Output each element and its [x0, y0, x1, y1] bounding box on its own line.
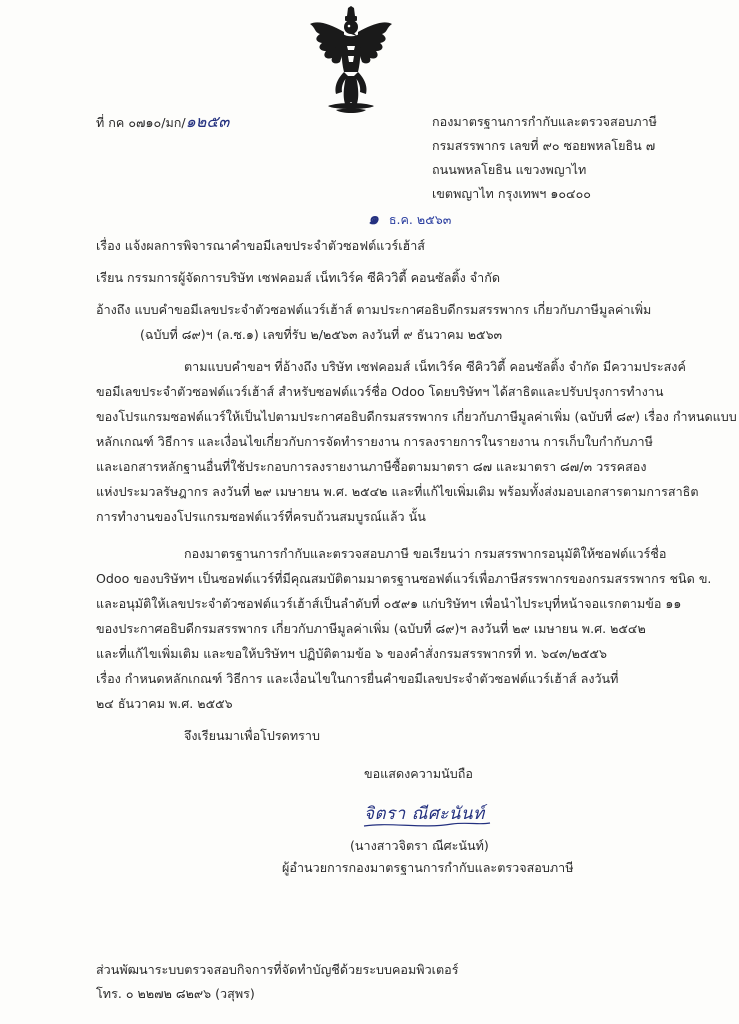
reference-number-printed: ที่ กค ๐๗๑๐/มก/	[96, 115, 186, 130]
paragraph-line: การทำงานของโปรแกรมซอฟต์แวร์ที่ครบถ้วนสมบูรณ์แล้ว นั้น	[96, 509, 426, 524]
paragraph-line: ของประกาศอธิบดีกรมสรรพากร เกี่ยวกับภาษีมูลค่าเพิ่ม (ฉบับที่ ๘๙)ฯ ลงวันที่ ๒๙ เมษายน พ.ศ. ๒๕๔๒	[96, 621, 646, 636]
reference-number-handwritten: ๑๒๕๓	[185, 112, 230, 131]
paragraph-line: ขอมีเลขประจำตัวซอฟต์แวร์เฮ้าส์ สำหรับซอฟต์แวร์ชื่อ Odoo โดยบริษัทฯ ได้สาธิตและปรับปรุงการทำงาน	[96, 384, 664, 399]
handwritten-signature: จิตรา ณีศะนันท์	[364, 804, 485, 824]
recipient-line: เรียน กรรมการผู้จัดการบริษัท เซฟคอมส์ เน็ทเวิร์ค ซีคิววิตี้ คอนซัลติ้ง จำกัด	[96, 270, 501, 285]
paragraph-line: และเอกสารหลักฐานอื่นที่ใช้ประกอบการลงรายงานภาษีซื้อตามมาตรา ๘๗ และมาตรา ๘๗/๓ วรรคสอง	[96, 459, 647, 474]
paragraph-line: ๒๔ ธันวาคม พ.ศ. ๒๕๕๖	[96, 696, 233, 711]
reference-line: (ฉบับที่ ๘๙)ฯ (ล.ซ.๑) เลขที่รับ ๒/๒๕๖๓ ลงวันที่ ๙ ธันวาคม ๒๕๖๓	[140, 327, 503, 342]
paragraph-line: ของโปรแกรมซอฟต์แวร์ให้เป็นไปตามประกาศอธิบดีกรมสรรพากร เกี่ยวกับภาษีมูลค่าเพิ่ม (ฉบับที่ ๘๙) เรื่อง กำหนดแบบ	[96, 409, 737, 424]
sender-address-line: เขตพญาไท กรุงเทพฯ ๑๐๔๐๐	[432, 186, 591, 201]
salutation: ขอแสดงความนับถือ	[364, 766, 473, 781]
signer-name: (นางสาวจิตรา ณีศะนันท์)	[350, 838, 489, 853]
paragraph-line: และอนุมัติให้เลขประจำตัวซอฟต์แวร์เฮ้าส์เป็นลำดับที่ ๐๕๙๑ แก่บริษัทฯ เพื่อนำไประบุที่หน้าจอแรกตามข้อ ๑๑	[96, 596, 682, 611]
paragraph-line: และที่แก้ไขเพิ่มเติม และขอให้บริษัทฯ ปฏิบัติตามข้อ ๖ ของคำสั่งกรมสรรพากรที่ ท. ๖๔๓/๒๕๕๖	[96, 646, 607, 661]
signature-stroke-icon	[362, 820, 492, 830]
paragraph-line: แห่งประมวลรัษฎากร ลงวันที่ ๒๙ เมษายน พ.ศ. ๒๕๔๒ และที่แก้ไขเพิ่มเติม พร้อมทั้งส่งมอบเอกสารตามการสาธิต	[96, 484, 699, 499]
paragraph-line: เรื่อง กำหนดหลักเกณฑ์ วิธีการ และเงื่อนไขในการยื่นคำขอมีเลขประจำตัวซอฟต์แวร์เฮ้าส์ ลงวันที่	[96, 671, 619, 686]
reference-number	[96, 114, 229, 131]
garuda-emblem-icon	[308, 6, 394, 114]
sender-address-line: ถนนพหลโยธิน แขวงพญาไท	[432, 162, 587, 177]
closing-request: จึงเรียนมาเพื่อโปรดทราบ	[184, 728, 320, 743]
paragraph-line: ตามแบบคำขอฯ ที่อ้างถึง บริษัท เซฟคอมส์ เน็ทเวิร์ค ซีคิววิตี้ คอนซัลติ้ง จำกัด มีความประสงค์	[184, 359, 686, 374]
footer-phone: โทร. ๐ ๒๒๗๒ ๘๒๙๖ (วสุพร)	[96, 986, 255, 1001]
paragraph-line: Odoo ของบริษัทฯ เป็นซอฟต์แวร์ที่มีคุณสมบัติตามมาตรฐานซอฟต์แวร์เพื่อภาษีสรรพากรของกรมสรรพากร ชนิด ข.	[96, 571, 712, 586]
footer-department: ส่วนพัฒนาระบบตรวจสอบกิจการที่จัดทำบัญชีด้วยระบบคอมพิวเตอร์	[96, 962, 459, 977]
sender-address-line: กรมสรรพากร เลขที่ ๙๐ ซอยพหลโยธิน ๗	[432, 138, 656, 153]
subject-line: เรื่อง แจ้งผลการพิจารณาคำขอมีเลขประจำตัวซอฟต์แวร์เฮ้าส์	[96, 238, 425, 253]
reference-line: อ้างถึง แบบคำขอมีเลขประจำตัวซอฟต์แวร์เฮ้าส์ ตามประกาศอธิบดีกรมสรรพากร เกี่ยวกับภาษีมูลค่าเพิ่ม	[96, 302, 652, 317]
letter-date	[368, 211, 451, 228]
date-day-handwritten: ๑	[368, 209, 379, 229]
sender-address-line: กองมาตรฐานการกำกับและตรวจสอบภาษี	[432, 114, 657, 129]
date-month-year: ธ.ค. ๒๕๖๓	[388, 212, 452, 227]
paragraph-line: กองมาตรฐานการกำกับและตรวจสอบภาษี ขอเรียนว่า กรมสรรพากรอนุมัติให้ซอฟต์แวร์ชื่อ	[184, 546, 667, 561]
signer-title: ผู้อำนวยการกองมาตรฐานการกำกับและตรวจสอบภาษี	[282, 860, 574, 875]
paragraph-line: หลักเกณฑ์ วิธีการ และเงื่อนไขเกี่ยวกับการจัดทำรายงาน การลงรายการในรายงาน การเก็บใบกำกับภาษี	[96, 434, 653, 449]
